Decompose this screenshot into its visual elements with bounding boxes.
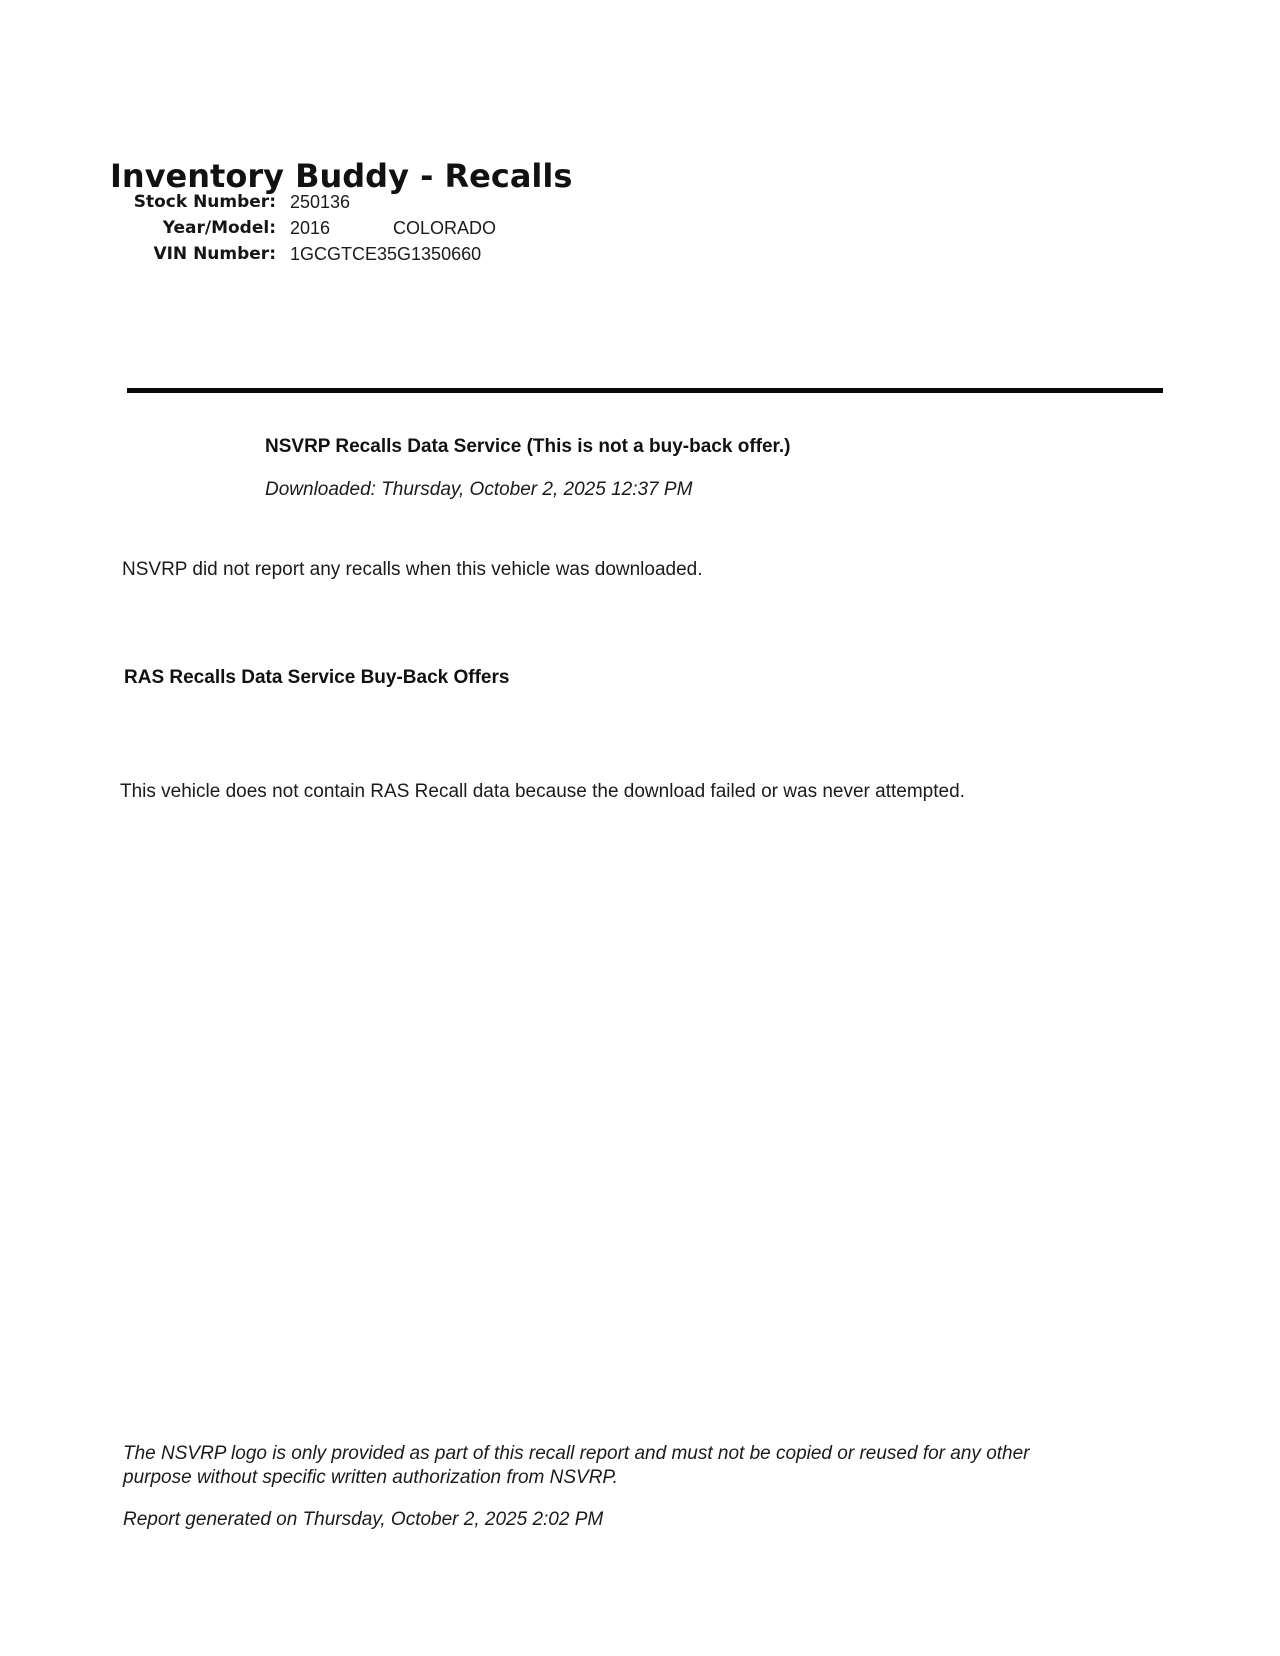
nsvrp-section-heading: NSVRP Recalls Data Service (This is not a buy-back offer.)	[265, 436, 791, 457]
year-value: 2016	[290, 218, 331, 238]
footer-disclaimer-line2: purpose without specific written authorization from NSVRP.	[123, 1467, 618, 1488]
stock-number-value: 250136	[290, 192, 351, 212]
stock-number-label: Stock Number:	[133, 192, 276, 212]
vin-number-label: VIN Number:	[153, 244, 276, 264]
year-model-label: Year/Model:	[162, 218, 276, 238]
report-generated-timestamp: Report generated on Thursday, October 2, 2025 2:02 PM	[123, 1509, 604, 1530]
vin-number-row	[0, 241, 700, 267]
ras-section-heading: RAS Recalls Data Service Buy-Back Offers	[124, 667, 510, 688]
vin-number-value: 1GCGTCE35G1350660	[290, 244, 482, 264]
model-value: COLORADO	[393, 218, 497, 238]
stock-number-row	[0, 189, 700, 215]
page-title: Inventory Buddy - Recalls	[110, 157, 573, 196]
nsvrp-status-text: NSVRP did not report any recalls when this vehicle was downloaded.	[122, 559, 703, 580]
ras-status-text: This vehicle does not contain RAS Recall data because the download failed or was never attempted.	[120, 781, 965, 802]
section-divider-rule	[127, 388, 1163, 393]
footer-disclaimer	[123, 1442, 1143, 1490]
year-model-row	[0, 215, 700, 241]
footer-disclaimer-line1: The NSVRP logo is only provided as part of this recall report and must not be copied or reused for any other	[123, 1443, 1030, 1464]
nsvrp-downloaded-timestamp: Downloaded: Thursday, October 2, 2025 12:37 PM	[265, 479, 693, 500]
